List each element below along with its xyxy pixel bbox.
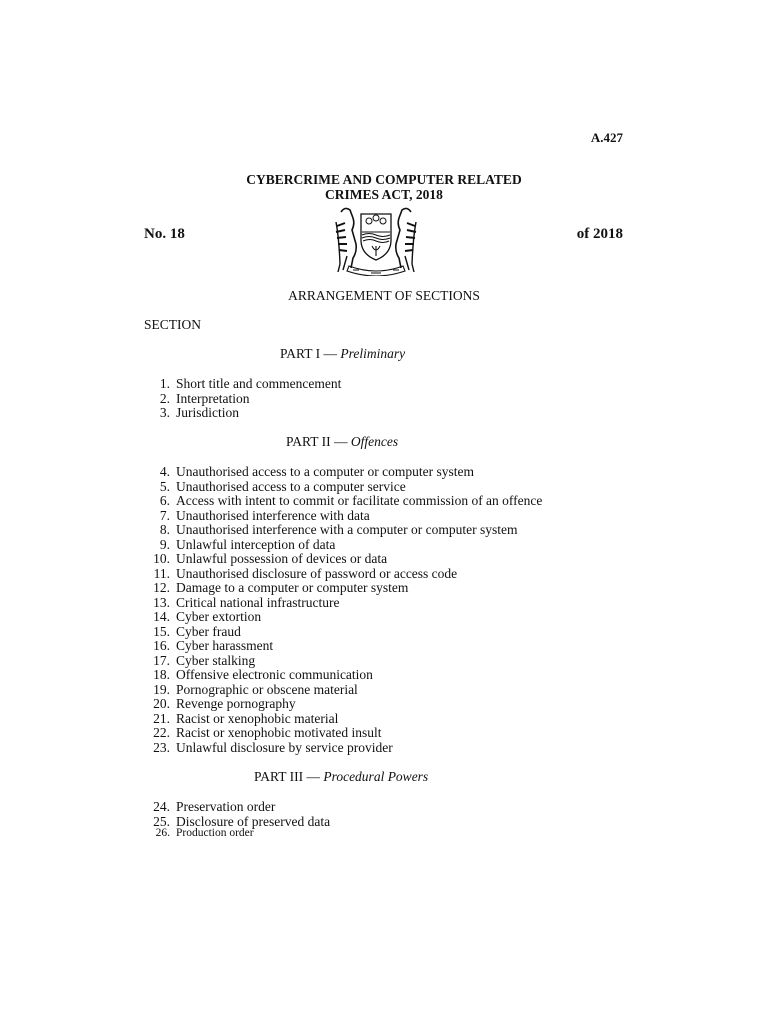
act-title-line-1: CYBERCRIME AND COMPUTER RELATED <box>246 172 522 187</box>
page-number: A.427 <box>590 130 623 145</box>
part-name: Offences <box>350 434 399 449</box>
section-number: 9. <box>159 536 170 552</box>
section-title: Interpretation <box>176 390 250 406</box>
section-title: Pornographic or obscene material <box>176 681 358 697</box>
section-number: 7. <box>159 507 170 523</box>
section-title: Damage to a computer or computer system <box>176 580 409 595</box>
section-title: Cyber extortion <box>176 609 262 624</box>
section-title: Cyber stalking <box>176 652 256 668</box>
section-title: Unauthorised access to a computer or computer system <box>176 464 475 479</box>
part-label: PART I — <box>280 346 337 361</box>
section-number: 18. <box>153 667 170 682</box>
section-number: 13. <box>153 594 170 610</box>
section-title: Unauthorised interference with data <box>176 507 370 523</box>
section-number: 23. <box>153 739 170 755</box>
section-number: 1. <box>159 376 170 391</box>
section-number: 14. <box>153 609 170 624</box>
section-number: 25. <box>153 814 170 829</box>
section-title: Access with intent to commit or facilitate commission of an offence <box>176 493 543 508</box>
section-title: Short title and commencement <box>176 376 342 391</box>
section-number: 22. <box>153 725 170 740</box>
section-title: Unauthorised interference with a computer or computer system <box>176 522 518 537</box>
section-title: Unlawful interception of data <box>176 536 336 552</box>
section-number: 10. <box>153 551 170 566</box>
section-number: 21. <box>153 710 170 726</box>
section-number: 6. <box>159 493 170 508</box>
section-number: 4. <box>159 464 170 479</box>
section-title: Unauthorised access to a computer service <box>176 478 406 494</box>
section-number: 26. <box>155 827 170 839</box>
part-label: PART II — <box>286 434 348 449</box>
section-number: 17. <box>153 652 170 668</box>
section-title: Disclosure of preserved data <box>176 814 331 829</box>
act-title-line-2: CRIMES ACT, 2018 <box>325 187 443 202</box>
section-number: 24. <box>153 799 170 814</box>
section-number: 19. <box>153 681 170 697</box>
part-name: Procedural Powers <box>323 769 429 784</box>
part-name: Preliminary <box>340 346 406 361</box>
section-number: 16. <box>153 638 170 653</box>
section-title: Critical national infrastructure <box>176 594 340 610</box>
section-title: Racist or xenophobic material <box>176 710 339 726</box>
section-number: 5. <box>159 478 170 494</box>
section-title: Preservation order <box>176 799 276 814</box>
section-title: Production order <box>176 827 254 839</box>
section-number: 3. <box>159 405 170 420</box>
section-number: 11. <box>153 565 170 581</box>
section-number: 15. <box>153 623 170 639</box>
section-title: Unlawful disclosure by service provider <box>176 739 393 755</box>
section-column-label: SECTION <box>144 317 201 332</box>
part-heading-1 <box>0 346 768 362</box>
coat-of-arms-icon <box>327 204 425 276</box>
part-heading-3 <box>0 769 768 785</box>
act-number: No. 18 <box>144 226 185 242</box>
section-title: Cyber fraud <box>176 623 241 639</box>
section-title: Offensive electronic communication <box>176 667 373 682</box>
part-label: PART III — <box>254 769 320 784</box>
section-title: Unlawful possession of devices or data <box>176 551 388 566</box>
act-title <box>0 172 768 202</box>
section-number: 20. <box>153 696 170 711</box>
act-year: of 2018 <box>576 226 623 242</box>
part-heading-2 <box>0 434 768 450</box>
section-title: Cyber harassment <box>176 638 274 653</box>
section-number: 8. <box>159 522 170 537</box>
section-title: Unauthorised disclosure of password or access code <box>176 565 458 581</box>
section-number: 2. <box>159 390 170 406</box>
section-number: 12. <box>153 580 170 595</box>
section-title: Revenge pornography <box>176 696 296 711</box>
section-title: Jurisdiction <box>176 405 239 420</box>
section-title: Racist or xenophobic motivated insult <box>176 725 382 740</box>
arrangement-heading: ARRANGEMENT OF SECTIONS <box>288 288 480 303</box>
